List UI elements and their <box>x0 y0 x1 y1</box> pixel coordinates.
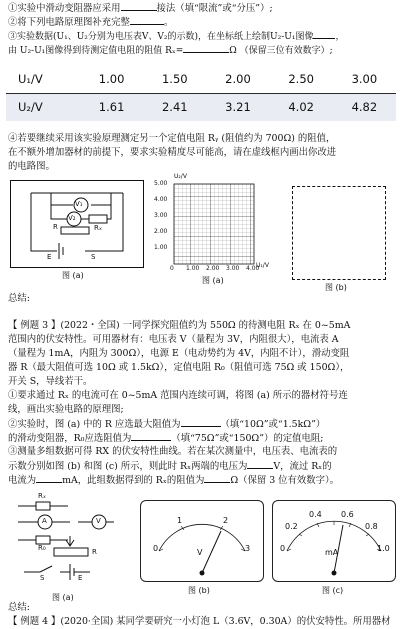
ex3-q3-text2: V，流过 Rₓ的 <box>273 461 332 472</box>
components-svg <box>14 492 126 588</box>
example3-line-12 <box>8 473 398 487</box>
q3-unit: Ω （保留三位有效数字）; <box>229 46 333 56</box>
example3-line: 器 R（最大阻值可选 10Ω 或 1.5kΩ），定值电阻 R₀（阻值可选 75Ω 或 150Ω）， <box>8 362 350 373</box>
ex3-q3-text3: 电流为 <box>8 475 37 486</box>
voltmeter-tick: 0 <box>153 544 159 553</box>
ex3-q2-text2: 的滑动变阻器，R₀应选阻值为 <box>8 433 132 444</box>
table-cell: 4.02 <box>270 94 333 122</box>
fig1-caption-a: 图 (a) <box>62 271 84 280</box>
q3-line2 <box>8 43 398 58</box>
ammeter-tick: 0.2 <box>285 522 298 531</box>
switch-label: S <box>40 574 45 582</box>
answer-box-dashed[interactable] <box>292 186 386 280</box>
table-row-u1 <box>6 66 396 94</box>
graph-x-tick: 2.00 <box>206 265 220 272</box>
example3-line: 线，画出实验电路的原理图; <box>8 404 124 415</box>
q3-text: ③实验数据(U₁、U₂分别为电压表V、V₂的示数)，在坐标纸上绘制U₂-U₁图像 <box>8 32 314 42</box>
battery-e-label: E <box>47 253 52 261</box>
rheostat-label: R <box>92 548 97 556</box>
graph-y-tick: 5.00 <box>154 180 168 187</box>
ex3-blank-r[interactable] <box>181 417 221 427</box>
fig2-caption-c: 图 (c) <box>322 586 344 595</box>
voltmeter-tick: 1 <box>177 516 183 525</box>
table-cell: 4.82 <box>333 94 396 122</box>
ex3-q2-options: （填“10Ω”或“1.5kΩ”） <box>220 419 326 430</box>
voltmeter-dial <box>140 500 264 582</box>
q3-text2: 由 U₂-U₁图像得到待测定值电阻的阻值 Rₓ= <box>8 46 184 56</box>
example3-line: （量程为 1mA，内阻为 300Ω），电源 E（电动势约为 4V，内阻不计），滑动变阻 <box>8 348 350 359</box>
graph-x-tick: 0 <box>170 265 174 272</box>
table-row-u2 <box>6 94 396 122</box>
table-cell: 2.50 <box>270 66 333 94</box>
ex3-q3-text5: Ω（保留 3 位有效数字）。 <box>230 475 340 486</box>
circuit-a-svg <box>11 181 143 267</box>
graph-y-tick: 1.00 <box>154 244 168 251</box>
example3-line-11 <box>8 459 398 473</box>
ex3-blank-r0[interactable] <box>131 431 171 441</box>
fig2-caption-a: 图 (a) <box>52 593 74 602</box>
graph-x-label: U₁/V <box>256 262 269 269</box>
example3-heading: 【 例题 3 】(2022・全国) 一同学探究阻值约为 550Ω 的待测电阻 Rₓ 在 0~5mA <box>8 320 351 331</box>
table-header-u2: U₂/V <box>6 94 80 122</box>
q2-text: ②将下列电路原理图补充完整 <box>8 17 130 28</box>
table-cell: 1.61 <box>80 94 143 122</box>
voltmeter-v1-label: V₁ <box>75 200 83 208</box>
ammeter-tick: 1.0 <box>377 544 390 553</box>
voltmeter-v2-label: V₂ <box>68 214 76 222</box>
q2-tail: 。 <box>163 17 174 28</box>
ammeter-tick: 0.4 <box>309 510 322 519</box>
ammeter-unit: mA <box>325 548 339 557</box>
q2-blank[interactable] <box>130 15 164 25</box>
circuit-diagram-a <box>10 180 144 268</box>
q4-line2: 在不额外增加器材的前提下，要求实验精度尽可能高，请在虚线框内画出你改进 <box>8 147 337 158</box>
example4-heading: 【 例题 4 】(2020·全国) 某同学要研究一小灯泡 L（3.6V，0.30A）的伏安特性。所用器材 <box>8 616 391 627</box>
summary-label-1: 总结: <box>8 293 30 304</box>
q3-blank-rx[interactable] <box>183 43 229 53</box>
q1-line <box>8 1 398 15</box>
ammeter-svg <box>273 501 395 581</box>
r0-label: R₀ <box>38 544 46 552</box>
table-cell: 2.00 <box>206 66 269 94</box>
graph-y-tick: 3.00 <box>154 212 168 219</box>
graph-y-label: U₂/V <box>174 173 187 180</box>
table-cell: 3.21 <box>206 94 269 122</box>
example3-line: 开关 S，导线若干。 <box>8 376 93 387</box>
voltmeter-label: V <box>96 517 101 525</box>
ex3-q2-text: ②实验时，图 (a) 中的 R 应选最大阻值为 <box>8 419 181 430</box>
summary-label-2: 总结: <box>8 602 30 613</box>
ammeter-dial <box>272 500 396 582</box>
table-cell: 3.00 <box>333 66 396 94</box>
example3-line-9 <box>8 431 398 445</box>
graph-x-tick: 4.00 <box>246 265 260 272</box>
q4-line1: ④若要继续采用该实验原理测定另一个定值电阻 Rᵧ (阻值约为 700Ω) 的阻值， <box>8 133 336 144</box>
example3-line: ①要求通过 Rₓ 的电流可在 0~5mA 范围内连续可调，将图 (a) 所示的器材符号连 <box>8 390 348 401</box>
table-cell: 2.41 <box>143 94 206 122</box>
data-table <box>6 66 396 121</box>
battery-label: E <box>78 574 83 582</box>
table-cell: 1.50 <box>143 66 206 94</box>
ammeter-label: A <box>42 517 47 525</box>
ex3-blank-current[interactable] <box>36 473 62 483</box>
q3-comma: ， <box>335 32 345 42</box>
fig2-caption-b: 图 (b) <box>188 586 210 595</box>
graph-y-tick: 4.00 <box>154 196 168 203</box>
example3-line: ③测量多组数据可得 RX 的伏安特性曲线。若在某次测量中，电压表、电流表的 <box>8 446 338 457</box>
table-cell: 1.00 <box>80 66 143 94</box>
rheostat-r-label: R <box>53 223 58 231</box>
graph-x-tick: 3.00 <box>226 265 240 272</box>
ex3-q3-text4: mA，此组数据得到的 Rₓ的阻值为 <box>62 475 205 486</box>
rx-label: Rₓ <box>38 492 46 500</box>
ammeter-tick: 0.6 <box>341 510 354 519</box>
graph-caption-a: 图 (a) <box>202 276 224 285</box>
fig1-caption-b: 图 (b) <box>325 283 347 292</box>
ammeter-tick: 0.8 <box>365 522 378 531</box>
table-header-u1: U₁/V <box>6 66 80 94</box>
q2-line <box>8 15 398 29</box>
q1-text: ①实验中滑动变阻器应采用 <box>8 3 121 14</box>
q4-line3: 的电路图。 <box>8 161 55 172</box>
graph-y-tick: 2.00 <box>154 228 168 235</box>
q1-blank[interactable] <box>121 1 157 11</box>
example3-line-8 <box>8 417 398 431</box>
voltmeter-tick: 2 <box>223 516 229 525</box>
q3-line1 <box>8 29 398 44</box>
voltmeter-svg <box>141 501 263 581</box>
q1-text-tail: 接法（填“限流”或“分压”）; <box>156 3 273 14</box>
ex3-blank-voltage[interactable] <box>247 459 273 469</box>
graph-x-tick: 1.00 <box>186 265 200 272</box>
voltmeter-unit: V <box>197 548 203 557</box>
example3-line: 范围内的伏安特性。可用器材有：电压表 V（量程为 3V，内阻很大），电流表 A <box>8 334 339 345</box>
switch-s-label: S <box>91 253 96 261</box>
q3-blank-graph[interactable] <box>313 29 335 39</box>
ammeter-tick: 0 <box>280 544 286 553</box>
components-diagram-a <box>14 492 126 588</box>
ex3-q3-text: 示数分别如图 (b) 和图 (c) 所示，则此时 Rₓ两端的电压为 <box>8 461 248 472</box>
resistor-rx-label: Rₓ <box>94 224 102 232</box>
voltmeter-tick: 3 <box>245 544 251 553</box>
graph-paper <box>150 173 282 286</box>
ex3-q2-options2: （填“75Ω”或“150Ω”）的定值电阻; <box>171 433 324 444</box>
ex3-blank-resistance[interactable] <box>204 473 230 483</box>
